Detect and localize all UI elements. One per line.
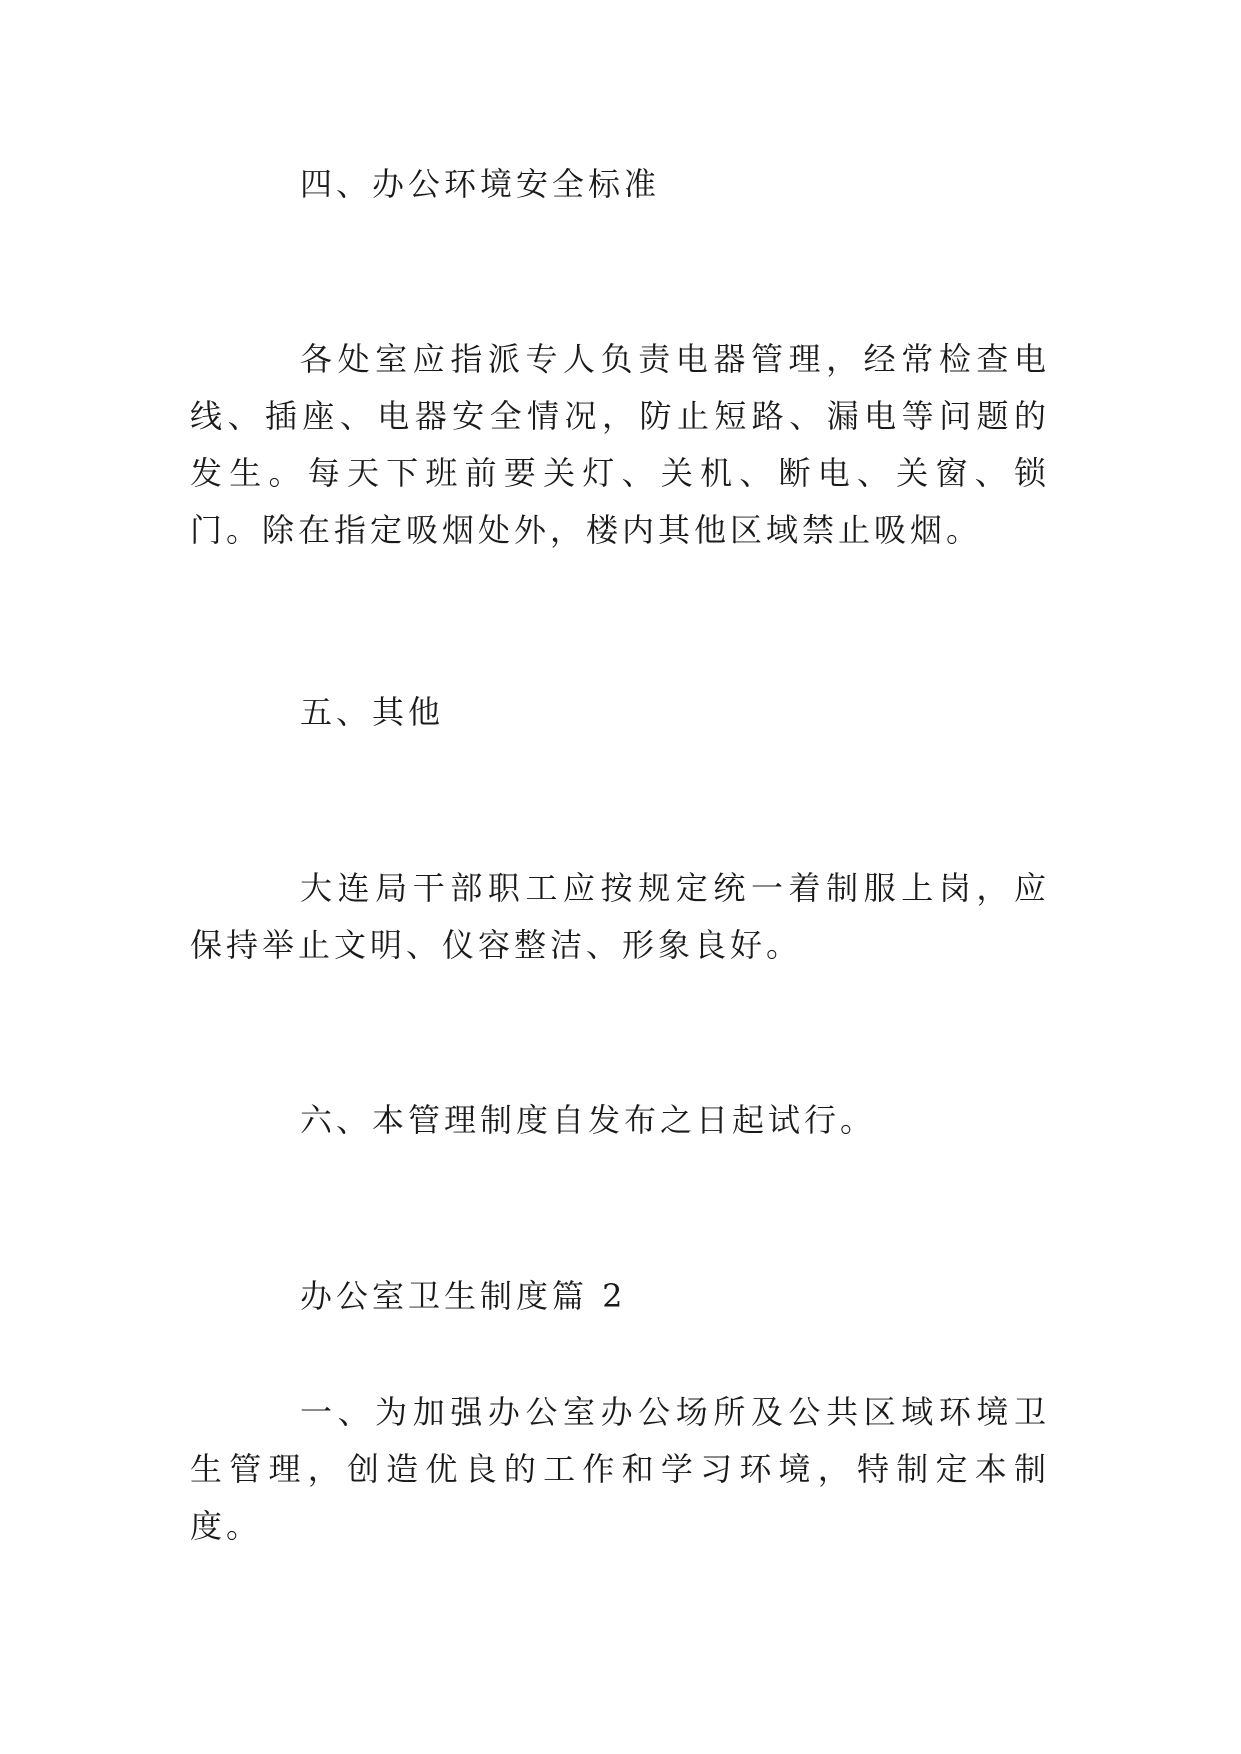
section-4-heading: 四、办公环境安全标准: [300, 165, 661, 203]
section-6-heading: 六、本管理制度自发布之日起试行。: [300, 1101, 877, 1139]
chapter-2-item-1: 一、为加强办公室办公场所及公共区域环境卫生管理，创造优良的工作和学习环境，特制定本制度。: [190, 1393, 1050, 1545]
section-5-heading: 五、其他: [300, 693, 445, 731]
chapter-2-title: 办公室卫生制度篇 2: [300, 1277, 627, 1315]
section-5-body: 大连局干部职工应按规定统一着制服上岗，应保持举止文明、仪容整洁、形象良好。: [190, 869, 1050, 964]
section-4-body: 各处室应指派专人负责电器管理，经常检查电线、插座、电器安全情况，防止短路、漏电等问题的发生。每天下班前要关灯、关机、断电、关窗、锁门。除在指定吸烟处外，楼内其他区域禁止吸烟。: [190, 340, 1050, 549]
